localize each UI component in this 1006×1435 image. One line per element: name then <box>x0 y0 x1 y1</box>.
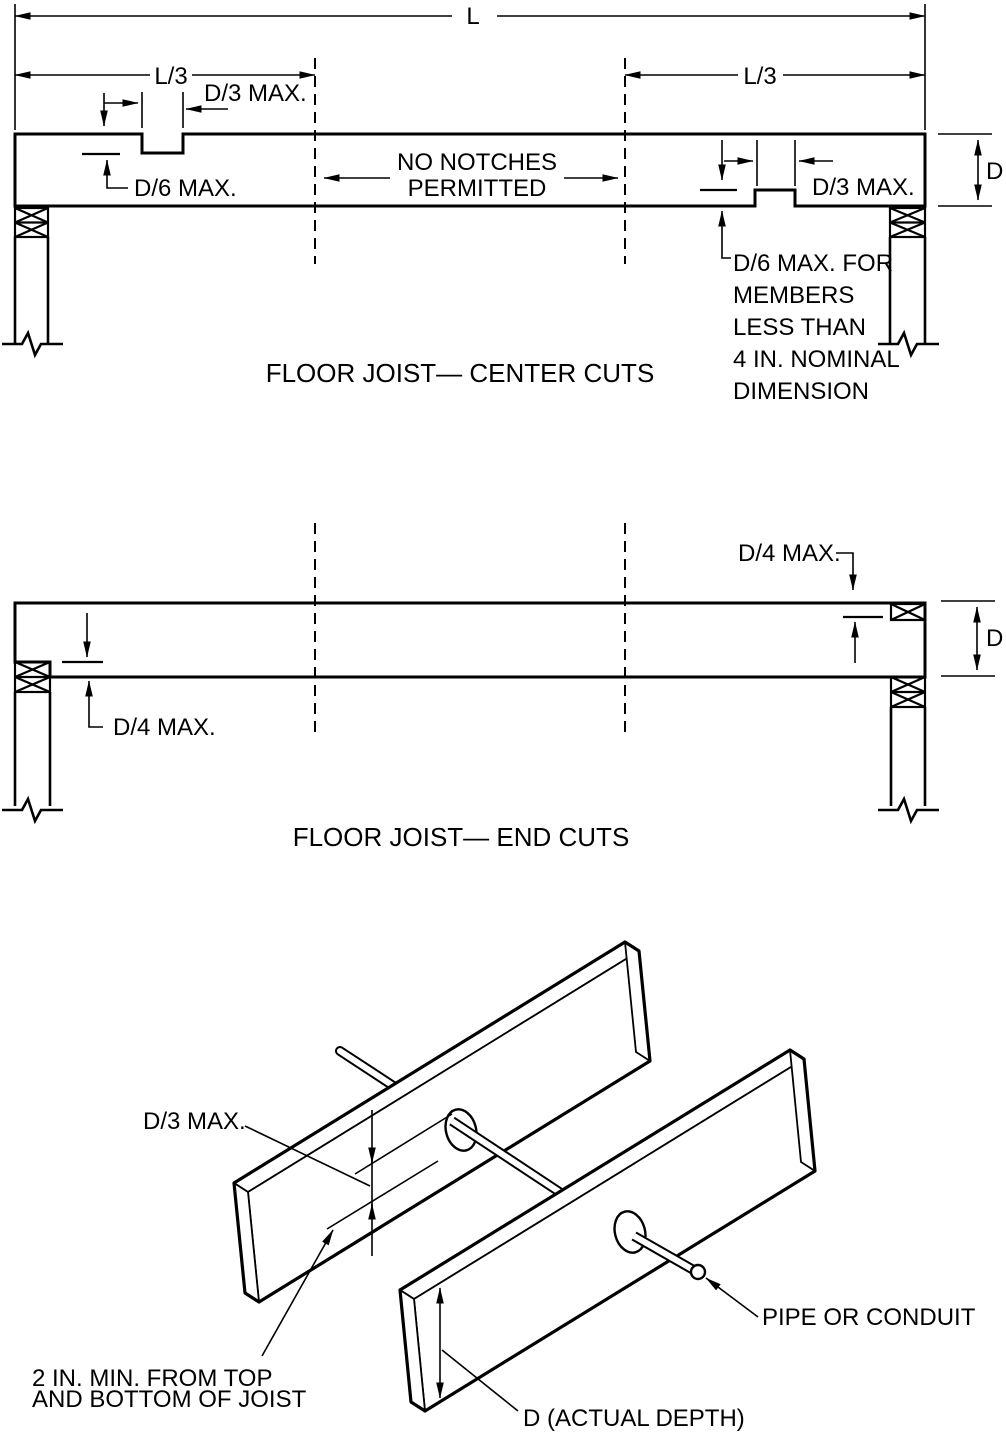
no-notches-callout <box>324 149 618 202</box>
break-symbol <box>878 799 939 821</box>
bearing-plate-right-top <box>891 604 925 620</box>
third-dimension-right <box>625 63 925 90</box>
center-cuts-diagram <box>2 3 1003 405</box>
dim-label-hole-diameter: D/3 MAX. <box>143 1108 246 1135</box>
note-line-1: D/6 MAX. FOR <box>733 250 894 277</box>
dim-label-L3-right: L/3 <box>743 63 777 90</box>
dim-label-D: D <box>986 625 1004 652</box>
note-line-4: 4 IN. NOMINAL <box>733 346 900 373</box>
no-notches-text-line2: PERMITTED <box>407 175 547 202</box>
wall-stud-left <box>2 208 63 355</box>
dim-label-right-end-cut: D/4 MAX. <box>738 540 841 567</box>
pipe-stub <box>340 1051 398 1089</box>
note-line-2: MEMBERS <box>733 282 855 309</box>
top-notch-dimension <box>104 80 307 128</box>
edge-margin-text-line1: 2 IN. MIN. FROM TOP <box>32 1365 273 1392</box>
dim-label-D: D <box>986 158 1004 185</box>
top-notch-depth-dimension <box>82 154 237 202</box>
pipe-label: PIPE OR CONDUIT <box>762 1304 976 1331</box>
dim-label-L3-left: L/3 <box>154 63 188 90</box>
end-cuts-diagram <box>2 523 1003 852</box>
no-notches-text-line1: NO NOTCHES <box>396 149 558 176</box>
span-dimension-L <box>15 3 925 130</box>
break-symbol <box>2 333 63 355</box>
wall-stud-right <box>878 677 939 821</box>
dim-label-L: L <box>466 3 480 30</box>
title-end-cuts: FLOOR JOIST— END CUTS <box>292 822 630 852</box>
dim-label-actual-depth: D (ACTUAL DEPTH) <box>523 1405 745 1432</box>
depth-dimension-D <box>941 601 1003 676</box>
bottom-notch-dimension <box>700 140 915 201</box>
bottom-notch-note <box>722 211 900 405</box>
bearing-plate-left <box>2 662 63 821</box>
break-symbol <box>2 799 63 821</box>
pipe-callout <box>706 1278 976 1331</box>
depth-dimension-D <box>938 134 1003 206</box>
dim-label-bottom-notch-width: D/3 MAX. <box>812 174 915 201</box>
note-line-5: DIMENSION <box>733 378 870 405</box>
edge-margin-text-line2: AND BOTTOM OF JOIST <box>32 1386 307 1413</box>
bored-holes-diagram <box>32 942 976 1432</box>
joist-outline <box>15 603 925 677</box>
dim-label-top-notch-width: D/3 MAX. <box>204 80 307 107</box>
wall-stud-right <box>878 208 939 355</box>
title-center-cuts: FLOOR JOIST— CENTER CUTS <box>265 358 655 388</box>
pipe-end-cap <box>691 1265 705 1279</box>
note-line-3: LESS THAN <box>733 314 866 341</box>
dim-label-top-notch-depth: D/6 MAX. <box>134 175 237 202</box>
dim-label-left-end-cut: D/4 MAX. <box>113 714 216 741</box>
